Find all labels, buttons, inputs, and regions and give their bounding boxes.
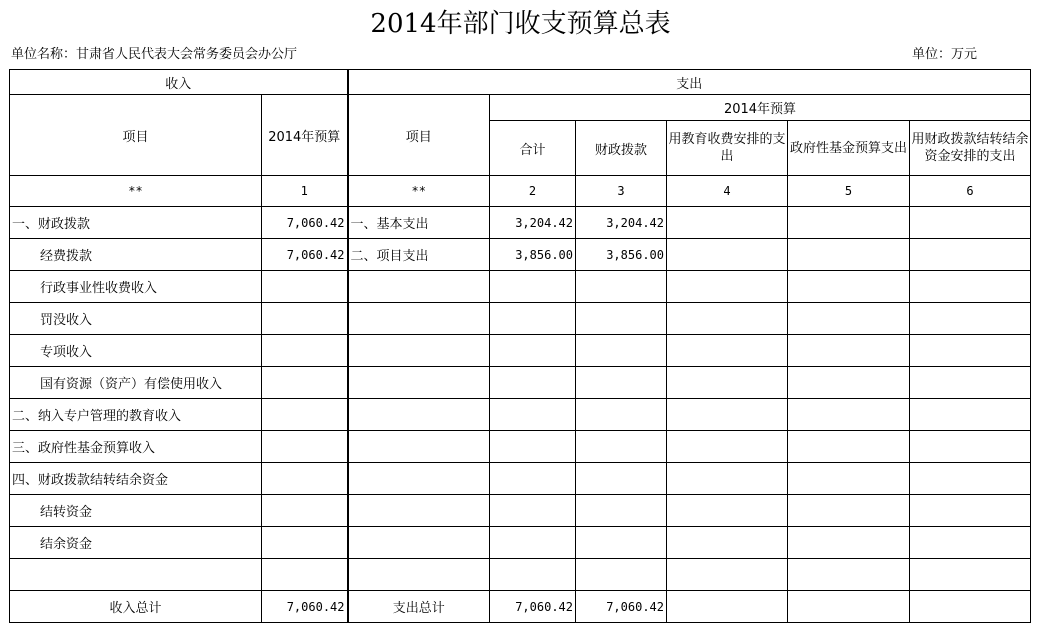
index-cell: 5: [788, 176, 910, 207]
income-item: 经费拨款: [10, 239, 262, 271]
expense-total-fiscal: 7,060.42: [576, 591, 667, 623]
header-edu-fee: 用教育收费安排的支出: [667, 121, 788, 176]
index-cell: 2: [490, 176, 576, 207]
header-budget-2014: 2014年预算: [490, 95, 1031, 121]
income-item: [10, 559, 262, 591]
income-value: 7,060.42: [262, 239, 348, 271]
table-row: [10, 463, 1031, 495]
income-item: 国有资源（资产）有偿使用收入: [10, 367, 262, 399]
unit-name: 单位名称：甘肃省人民代表大会常务委员会办公厅: [11, 47, 298, 62]
expense-fiscal: 3,856.00: [576, 239, 667, 271]
table-row: [10, 271, 1031, 303]
table-row: [10, 335, 1031, 367]
expense-total-sum: 7,060.42: [490, 591, 576, 623]
income-item: 四、财政拨款结转结余资金: [10, 463, 262, 495]
income-item: 三、政府性基金预算收入: [10, 431, 262, 463]
expense-fiscal: 3,204.42: [576, 207, 667, 239]
income-item: 行政事业性收费收入: [10, 271, 262, 303]
expense-total: 3,204.42: [490, 207, 576, 239]
index-cell: 4: [667, 176, 788, 207]
unit-label: 单位：万元: [912, 47, 978, 62]
index-cell: 3: [576, 176, 667, 207]
header-row-2: [10, 95, 1031, 121]
table-row: [10, 559, 1031, 591]
header-income-item: 项目: [10, 95, 262, 176]
expense-gov-fund: [788, 239, 910, 271]
header-carryover: 用财政拨款结转结余资金安排的支出: [910, 121, 1031, 176]
header-gov-fund: 政府性基金预算支出: [788, 121, 910, 176]
table-row: [10, 431, 1031, 463]
income-item: 结转资金: [10, 495, 262, 527]
expense-total: 3,856.00: [490, 239, 576, 271]
income-total-value: 7,060.42: [262, 591, 348, 623]
income-total-label: 收入总计: [10, 591, 262, 623]
table-row: [10, 239, 1031, 271]
table-row: [10, 303, 1031, 335]
table-row: [10, 527, 1031, 559]
income-item: 专项收入: [10, 335, 262, 367]
index-cell: **: [348, 176, 490, 207]
expense-item: 一、基本支出: [348, 207, 490, 239]
header-income: 收入: [10, 70, 348, 95]
budget-table: [9, 69, 1031, 623]
table-row: [10, 495, 1031, 527]
income-item: 一、财政拨款: [10, 207, 262, 239]
table-row: [10, 367, 1031, 399]
header-income-budget: 2014年预算: [262, 95, 348, 176]
header-total: 合计: [490, 121, 576, 176]
expense-carryover: [910, 207, 1031, 239]
header-fiscal: 财政拨款: [576, 121, 667, 176]
expense-carryover: [910, 239, 1031, 271]
header-expense-item: 项目: [348, 95, 490, 176]
income-item: 罚没收入: [10, 303, 262, 335]
expense-total-label: 支出总计: [348, 591, 490, 623]
header-row-1: [10, 70, 1031, 95]
table-row: [10, 207, 1031, 239]
totals-row: [10, 591, 1031, 623]
income-item: 结余资金: [10, 527, 262, 559]
index-row: [10, 176, 1031, 207]
expense-edu-fee: [667, 239, 788, 271]
income-value: 7,060.42: [262, 207, 348, 239]
index-cell: 1: [262, 176, 348, 207]
income-item: 二、纳入专户管理的教育收入: [10, 399, 262, 431]
table-row: [10, 399, 1031, 431]
page-title: 2014年部门收支预算总表: [370, 9, 671, 39]
expense-gov-fund: [788, 207, 910, 239]
expense-edu-fee: [667, 207, 788, 239]
expense-item: 二、项目支出: [348, 239, 490, 271]
index-cell: **: [10, 176, 262, 207]
header-expense: 支出: [348, 70, 1031, 95]
index-cell: 6: [910, 176, 1031, 207]
